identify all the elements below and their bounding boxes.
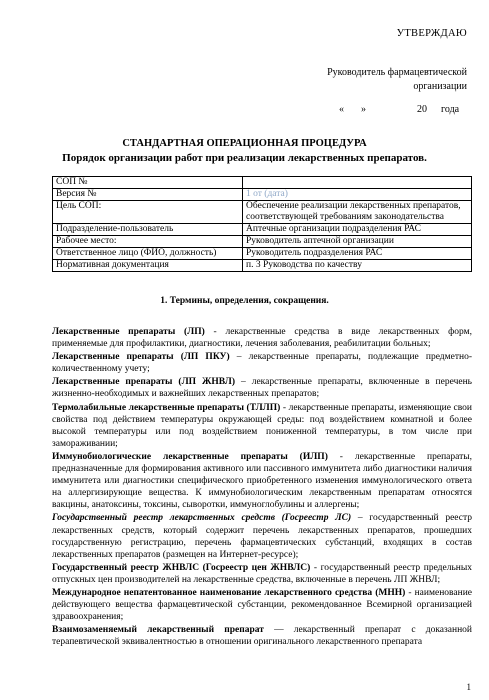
meta-value: п. 3 Руководства по качеству (243, 260, 472, 272)
meta-value: Руководитель аптечной организации (243, 236, 472, 248)
term-text: — лекарственный препарат с доказанной терапевтической эквивалентностью в отношении оригинального лекарственного препарата (52, 625, 472, 648)
meta-label: СОП № (53, 177, 243, 189)
date-year-word: года (441, 104, 460, 115)
term-name: Лекарственные препараты (ЛП) (52, 327, 205, 337)
term-text: - наименование действующего вещества фармацевтической субстанции, рекомендованное Всемирной организацией здравоохранения; (52, 587, 472, 623)
meta-value: Обеспечение реализации лекарственных препаратов, соответствующей требованиям законодательства (243, 201, 472, 224)
meta-value: 1 от (дата) (243, 189, 472, 201)
term-definition (52, 351, 472, 375)
meta-row (53, 260, 472, 272)
meta-row (53, 248, 472, 260)
term-text: - лекарственные препараты, изменяющие свои свойства под действием температуры окружающей среды: под воздействием комнатной и более высокой температуры или под воздействием пониженной температуры, в том числе при замораживании; (52, 402, 473, 449)
doc-type-title: СТАНДАРТНАЯ ОПЕРАЦИОННАЯ ПРОЦЕДУРА (122, 138, 367, 149)
date-year-prefix: 20 (417, 104, 427, 115)
meta-label: Рабочее место: (53, 236, 243, 248)
term-name: Лекарственные препараты (ЛП ПКУ) (52, 352, 230, 363)
term-definition (52, 376, 472, 400)
date-close-quote: » (361, 104, 366, 115)
meta-row (53, 236, 472, 248)
meta-label: Нормативная документация (53, 260, 243, 272)
meta-value: Аптечные организации подразделения РАС (243, 224, 472, 236)
section-title: 1. Термины, определения, сокращения. (160, 296, 329, 306)
term-definition (52, 326, 472, 350)
meta-label: Подразделение-пользователь (53, 224, 243, 236)
term-definition (52, 402, 472, 450)
meta-value: Руководитель подразделения РАС (243, 248, 472, 260)
approver-position-line1: Руководитель фармацевтической (327, 67, 467, 78)
terms-list (52, 326, 472, 649)
term-text: – лекарственные препараты, включенные в перечень жизненно-необходимых и важнейших лекарственных препаратов; (52, 377, 472, 400)
term-definition (52, 512, 472, 560)
doc-subject-title: Порядок организации работ при реализации лекарственных препаратов. (62, 152, 427, 164)
approval-date-line (339, 104, 467, 115)
meta-row (53, 224, 472, 236)
term-name: Международное непатентованное наименование лекарственного средства (МНН) (52, 587, 406, 598)
term-definition (52, 587, 472, 623)
term-definition (52, 624, 472, 648)
sop-meta-table (52, 176, 472, 272)
approver-position (327, 66, 467, 94)
meta-row (53, 177, 472, 189)
approve-label: УТВЕРЖДАЮ (396, 28, 467, 39)
date-open-quote: « (339, 104, 344, 115)
term-text: - лекарственные препараты, предназначенные для формирования активного или пассивного иммунитета либо диагностики наличия иммунитета или диагностики специфического приобретенного изменения иммунологического ответа на аллергизирующие вещества. К иммунобиологическим лекарственным препаратам относятся вакцины, анатоксины, токсины, сыворотки, иммуноглобулины и аллергены; (52, 451, 472, 511)
approver-position-line2: организации (413, 81, 467, 92)
term-definition (52, 562, 472, 586)
term-text: - лекарственные средства в виде лекарственных форм, применяемые для профилактики, диагностики, лечения заболевания, реабилитации больных; (52, 327, 472, 350)
term-definition (52, 451, 472, 511)
meta-row (53, 189, 472, 201)
term-text: - государственный реестр предельных отпускных цен производителей на лекарственные средства, включенные в перечень ЛП ЖНВЛ; (52, 562, 473, 585)
meta-label: Ответственное лицо (ФИО, должность) (53, 248, 243, 260)
term-text: – лекарственные препараты, подлежащие предметно-количественному учету; (52, 352, 472, 375)
term-name: Государственный реестр ЖНВЛС (Госреестр цен ЖНВЛС) (52, 562, 311, 573)
term-name: Лекарственные препараты (ЛП ЖНВЛ) (52, 377, 236, 388)
meta-value (243, 177, 472, 189)
term-name: Государственный реестр лекарственных средств (Госреестр ЛС) (52, 513, 352, 524)
meta-label: Версия № (53, 189, 243, 201)
term-name: Взаимозаменяемый лекарственный препарат (52, 625, 264, 636)
meta-label: Цель СОП: (53, 201, 243, 224)
meta-row (53, 201, 472, 224)
term-text: – государственный реестр лекарственных средств, который содержит перечень лекарственных препаратов, прошедших государственную регистрацию, перечень фармацевтических субстанций, входящих в состав лекарственных препаратов (размещен на Интернет-ресурсе); (52, 513, 472, 560)
term-name: Иммунобиологические лекарственные препараты (ИЛП) (52, 451, 328, 462)
term-name: Термолабильные лекарственные препараты (ТЛЛП) (52, 402, 281, 413)
page-number: 1 (466, 682, 471, 692)
